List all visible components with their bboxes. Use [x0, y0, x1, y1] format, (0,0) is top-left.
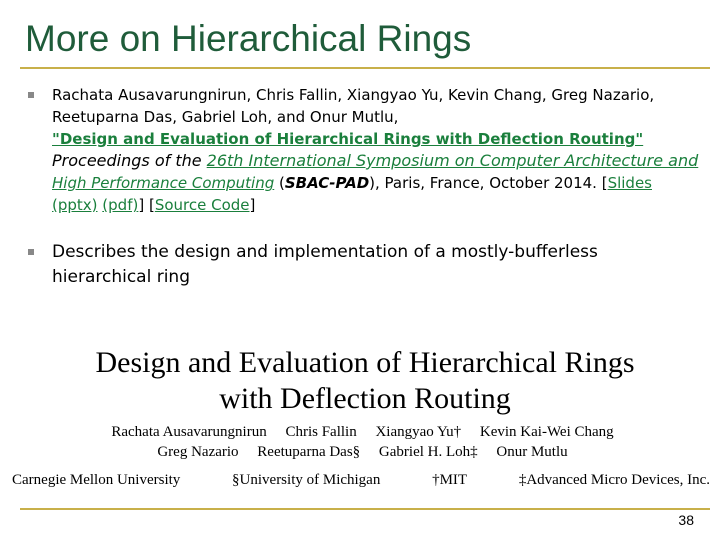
authors-line-2: Reetuparna Das, Gabriel Loh, and Onur Mutlu, — [52, 108, 399, 126]
affiliation-umich: §University of Michigan — [232, 472, 381, 488]
slides-link[interactable]: Slides — [607, 174, 652, 192]
paper-image-title-line-1: Design and Evaluation of Hierarchical Rings — [95, 346, 635, 379]
bottom-divider — [20, 508, 710, 510]
conf-close: ) — [369, 174, 376, 192]
authors-line-1: Rachata Ausavarungnirun, Chris Fallin, Xiangyao Yu, Kevin Chang, Greg Nazario, — [52, 86, 655, 104]
description-line-1: Describes the design and implementation of a mostly-bufferless — [52, 242, 598, 262]
paper-image-authors-line-2: Greg Nazario Reetuparna Das§ Gabriel H. Loh‡ Onur Mutlu — [157, 444, 568, 460]
paper-header-image — [0, 340, 720, 500]
title-divider — [20, 67, 710, 69]
conference-link[interactable]: 26th International Symposium on Computer Architecture and — [206, 151, 699, 170]
bracket-mid: ] [ — [138, 196, 155, 214]
conference-abbrev: SBAC-PAD — [284, 174, 370, 192]
paper-title-link[interactable]: "Design and Evaluation of Hierarchical Rings with Deflection Routing" — [52, 130, 644, 148]
bracket-end: ] — [249, 196, 256, 214]
description-paragraph — [52, 240, 652, 290]
paper-image-title-line-2: with Deflection Routing — [219, 382, 511, 415]
description-line-2: hierarchical ring — [52, 267, 190, 287]
paper-image-authors-line-1: Rachata Ausavarungnirun Chris Fallin Xiangyao Yu† Kevin Kai-Wei Chang — [111, 424, 614, 440]
paper-image-affiliations — [12, 472, 710, 489]
citation-paragraph — [52, 84, 712, 216]
location-date: , Paris, France, October 2014. [ — [375, 174, 608, 192]
conference-link-cont[interactable]: High Performance Computing — [52, 174, 275, 192]
page-number: 38 — [678, 512, 694, 528]
slide-title: More on Hierarchical Rings — [25, 18, 472, 59]
bullet-marker-1 — [28, 92, 34, 98]
bullet-marker-2 — [28, 249, 34, 255]
proceedings-prefix: Proceedings of the — [52, 151, 207, 170]
slides-pdf-link[interactable]: (pdf) — [102, 196, 139, 214]
affiliation-amd: ‡Advanced Micro Devices, Inc. — [518, 472, 710, 488]
slides-pptx-link[interactable]: (pptx) — [52, 196, 98, 214]
conf-open: ( — [274, 174, 285, 192]
affiliation-cmu: Carnegie Mellon University — [12, 472, 181, 488]
source-code-link[interactable]: Source Code — [154, 196, 250, 214]
affiliation-mit: †MIT — [432, 472, 468, 488]
